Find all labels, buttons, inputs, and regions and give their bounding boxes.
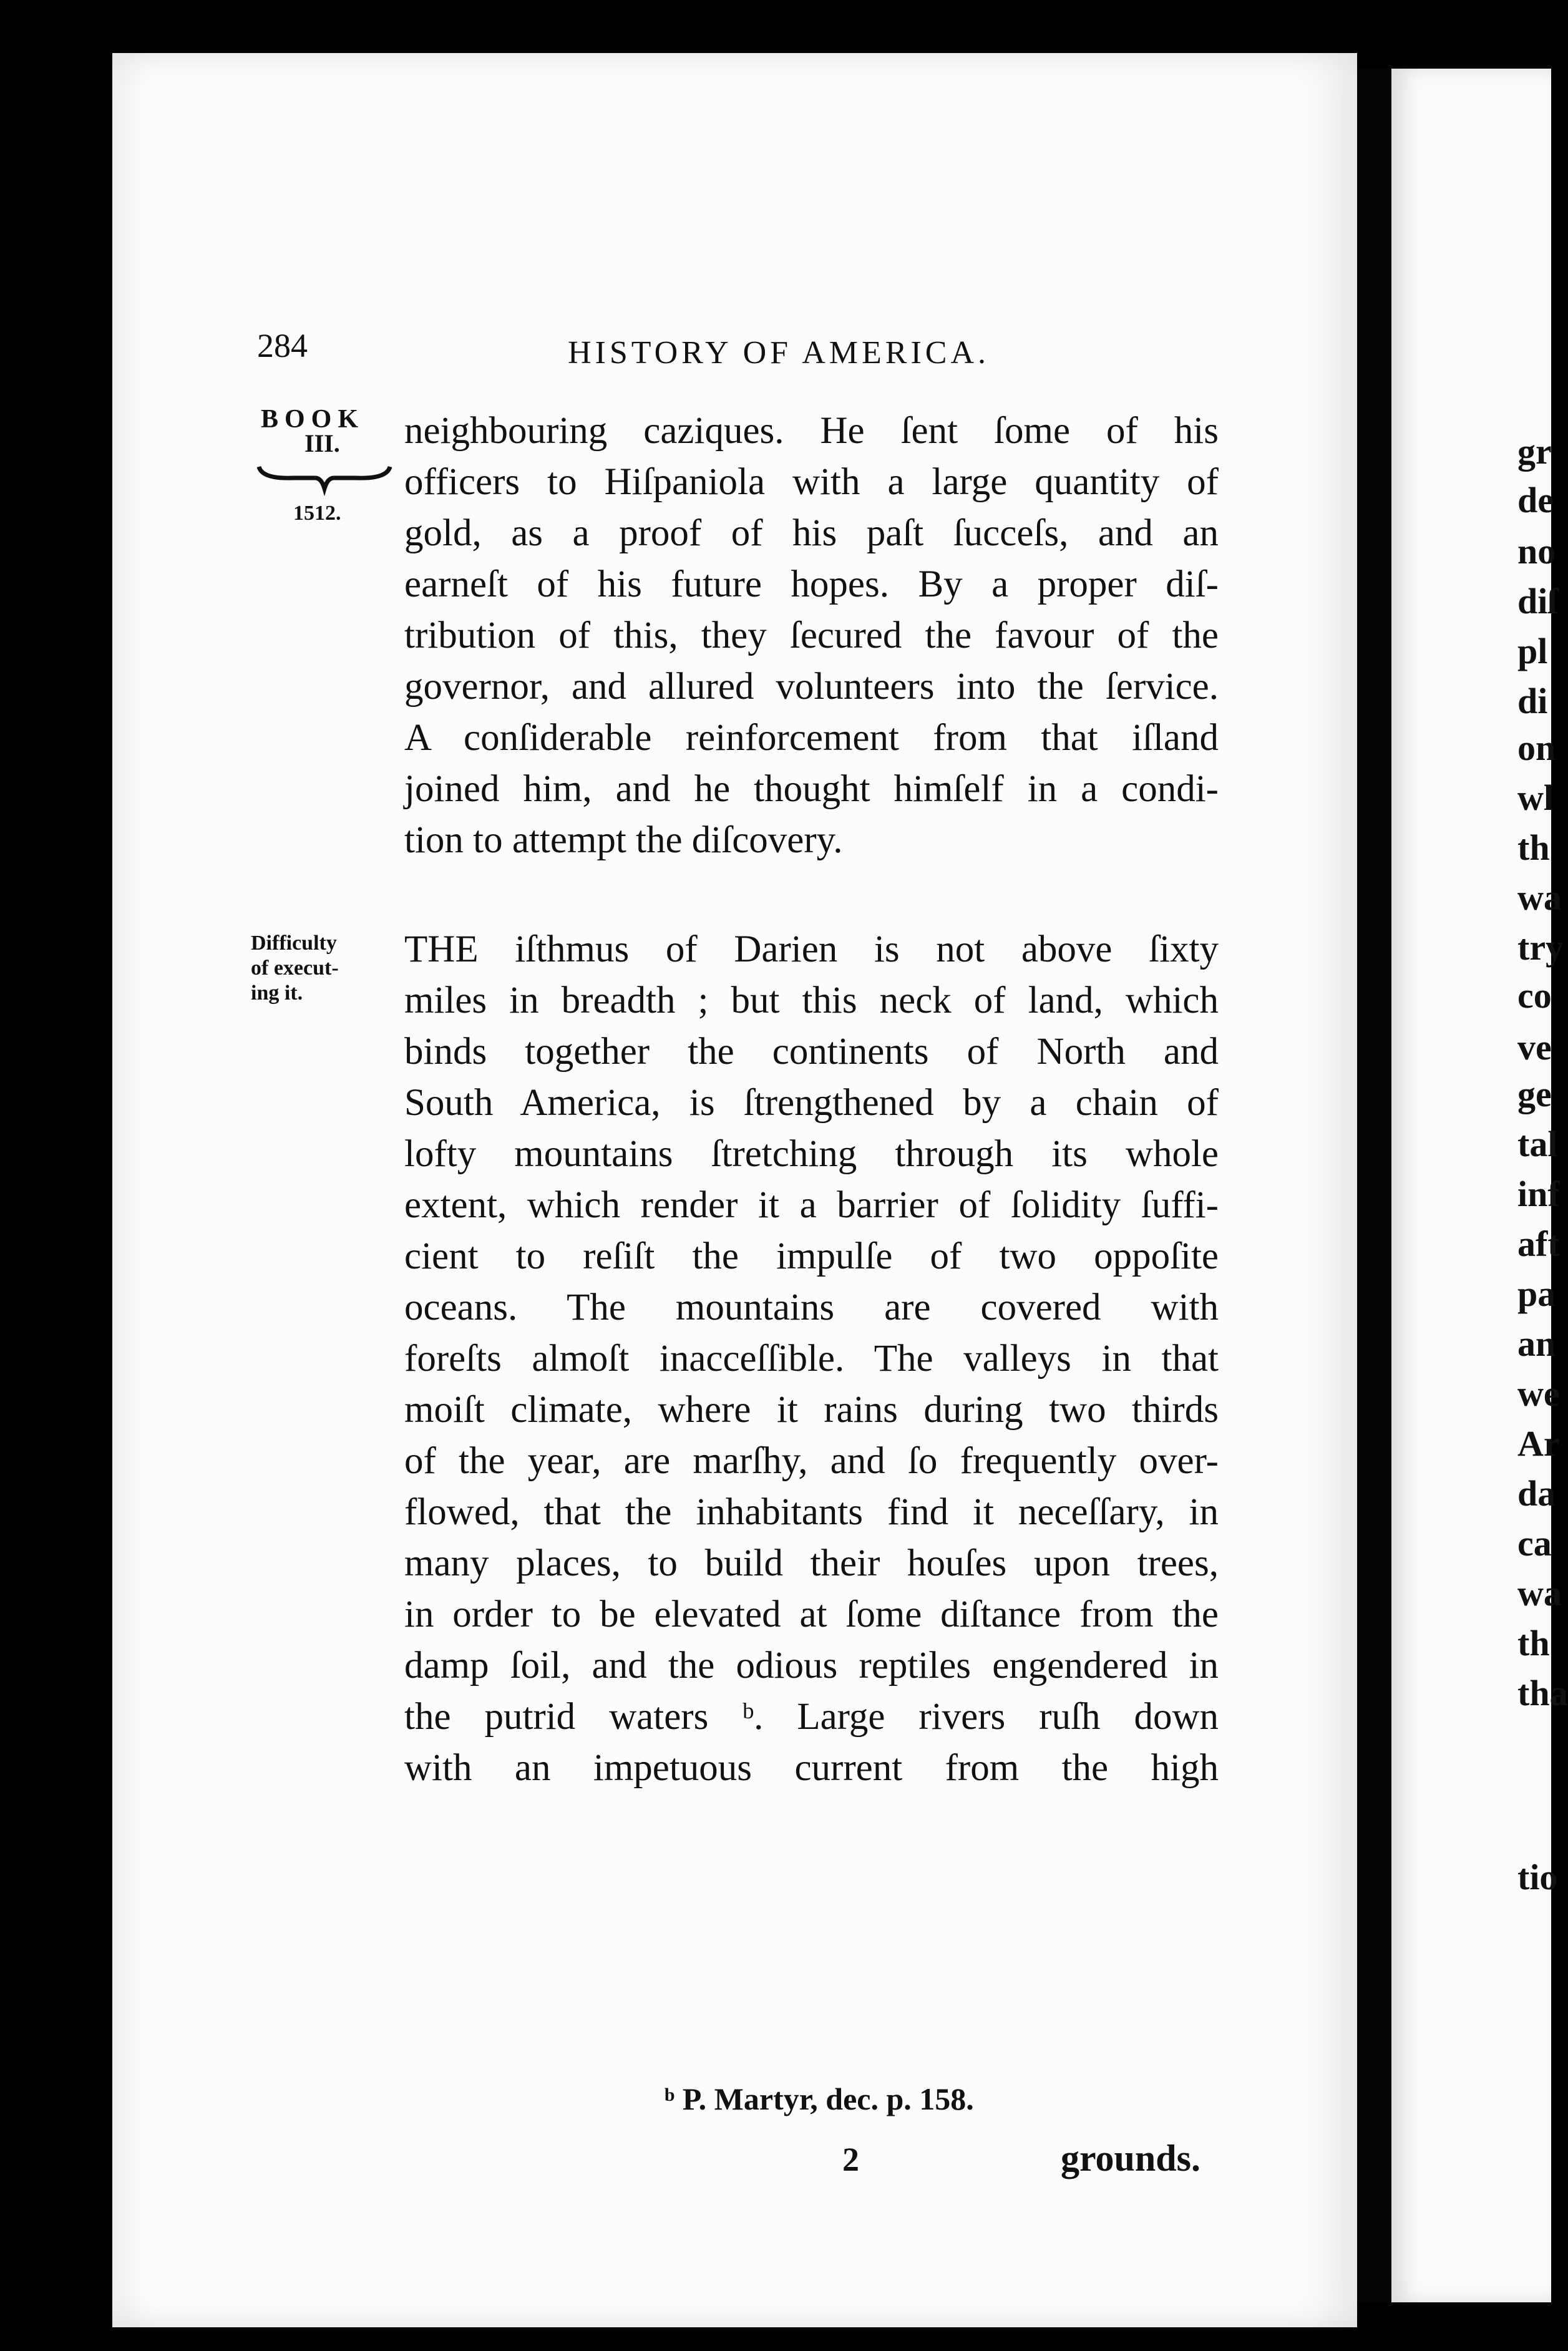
text-line: THE iſthmus of Darien is not above ſixty [404,928,1219,970]
facing-page-fragment: tha [1517,1673,1568,1713]
facing-page-fragment: an [1517,1323,1556,1364]
facing-page-fragment: wa [1517,877,1562,918]
text-line: joined him, and he thought himſelf in a condi- [404,768,1219,810]
text-line: of the year, are marſhy, and ſo frequently over- [404,1440,1219,1482]
facing-page-fragment: tal [1517,1124,1558,1164]
facing-page-fragment: inf [1517,1174,1560,1214]
text-line: miles in breadth ; but this neck of land, which [404,980,1219,1021]
paragraph-1 [404,406,1219,866]
text-line: South America, is ſtrengthened by a chain of [404,1082,1219,1124]
margin-note [251,931,339,1006]
facing-page-fragment: tio [1517,1857,1558,1897]
margin-year: 1512. [293,502,341,525]
facing-page-fragment: diſ [1517,581,1558,621]
margin-book-number: III. [304,429,340,457]
facing-page-fragment: th [1517,827,1550,868]
text-line: neighbouring caziques. He ſent ſome of his [404,410,1219,452]
catchword: grounds. [1061,2138,1201,2179]
text-line: with an impetuous current from the high [404,1747,1219,1789]
book-gutter [1357,69,1391,2302]
text-line: tribution of this, they ſecured the favour of the [404,615,1219,656]
facing-page-fragment: pl [1517,631,1548,671]
text-line: lofty mountains ſtretching through its whole [404,1133,1219,1175]
text-line: tion to attempt the diſcovery. [404,819,843,861]
facing-page-fragment: no [1517,531,1556,572]
text-line: binds together the continents of North and [404,1031,1219,1073]
facing-page-fragment: co [1517,975,1552,1016]
facing-page-fragment: da [1517,1473,1556,1514]
facing-page-fragment: gr [1517,431,1552,472]
text-line: the putrid waters ᵇ. Large rivers ruſh down [404,1696,1219,1738]
margin-note-line: ing it. [251,981,303,1005]
text-line: foreſts almoſt inacceſſible. The valleys in that [404,1338,1219,1380]
text-line: oceans. The mountains are covered with [404,1287,1219,1328]
text-line: flowed, that the inhabitants find it neceſſary, in [404,1491,1219,1533]
page-number: 284 [257,327,308,364]
facing-page-fragment: wl [1517,777,1554,818]
text-line: governor, and allured volunteers into the ſervice. [404,666,1219,708]
signature-mark: 2 [842,2141,859,2178]
margin-note-line: of execut- [251,956,339,980]
text-line: damp ſoil, and the odious reptiles engendered in [404,1645,1219,1687]
footnote: ᵇ P. Martyr, dec. p. 158. [665,2081,974,2116]
margin-note-line: Difficulty [251,932,337,955]
facing-page-fragment: wa [1517,1573,1562,1614]
facing-page-fragment: ve [1517,1027,1552,1068]
facing-page-fragment: pa [1517,1273,1556,1314]
facing-page-fragment: on [1517,728,1556,768]
text-line: in order to be elevated at ſome diſtance from the [404,1594,1219,1635]
text-line: officers to Hiſpaniola with a large quantity of [404,461,1219,503]
text-line: extent, which render it a barrier of ſolidity ſuffi- [404,1184,1219,1226]
facing-page-fragment: we [1517,1373,1560,1414]
margin-book-label: BOOK [261,405,365,434]
facing-page-fragment: di [1517,681,1548,721]
facing-page-fragment: try [1517,927,1564,968]
text-line: many places, to build their houſes upon trees, [404,1542,1219,1584]
brace-ornament [256,460,393,492]
text-line: gold, as a proof of his paſt ſucceſs, and an [404,512,1219,554]
facing-page-fragment: th [1517,1623,1550,1663]
facing-page-fragment: Ar [1517,1423,1560,1464]
text-line: moiſt climate, where it rains during two thirds [404,1389,1219,1431]
text-line: cient to reſiſt the impulſe of two oppoſite [404,1235,1219,1277]
paragraph-2 [404,924,1219,1794]
facing-page-fragment: de [1517,480,1554,520]
text-line: A conſiderable reinforcement from that iſland [404,717,1219,759]
running-title: HISTORY OF AMERICA. [568,335,990,371]
text-line: earneſt of his future hopes. By a proper diſ- [404,563,1219,605]
facing-page-fragment: aft [1517,1224,1560,1264]
facing-page-fragment: ge [1517,1074,1552,1114]
facing-page-fragment: ca [1517,1523,1552,1564]
